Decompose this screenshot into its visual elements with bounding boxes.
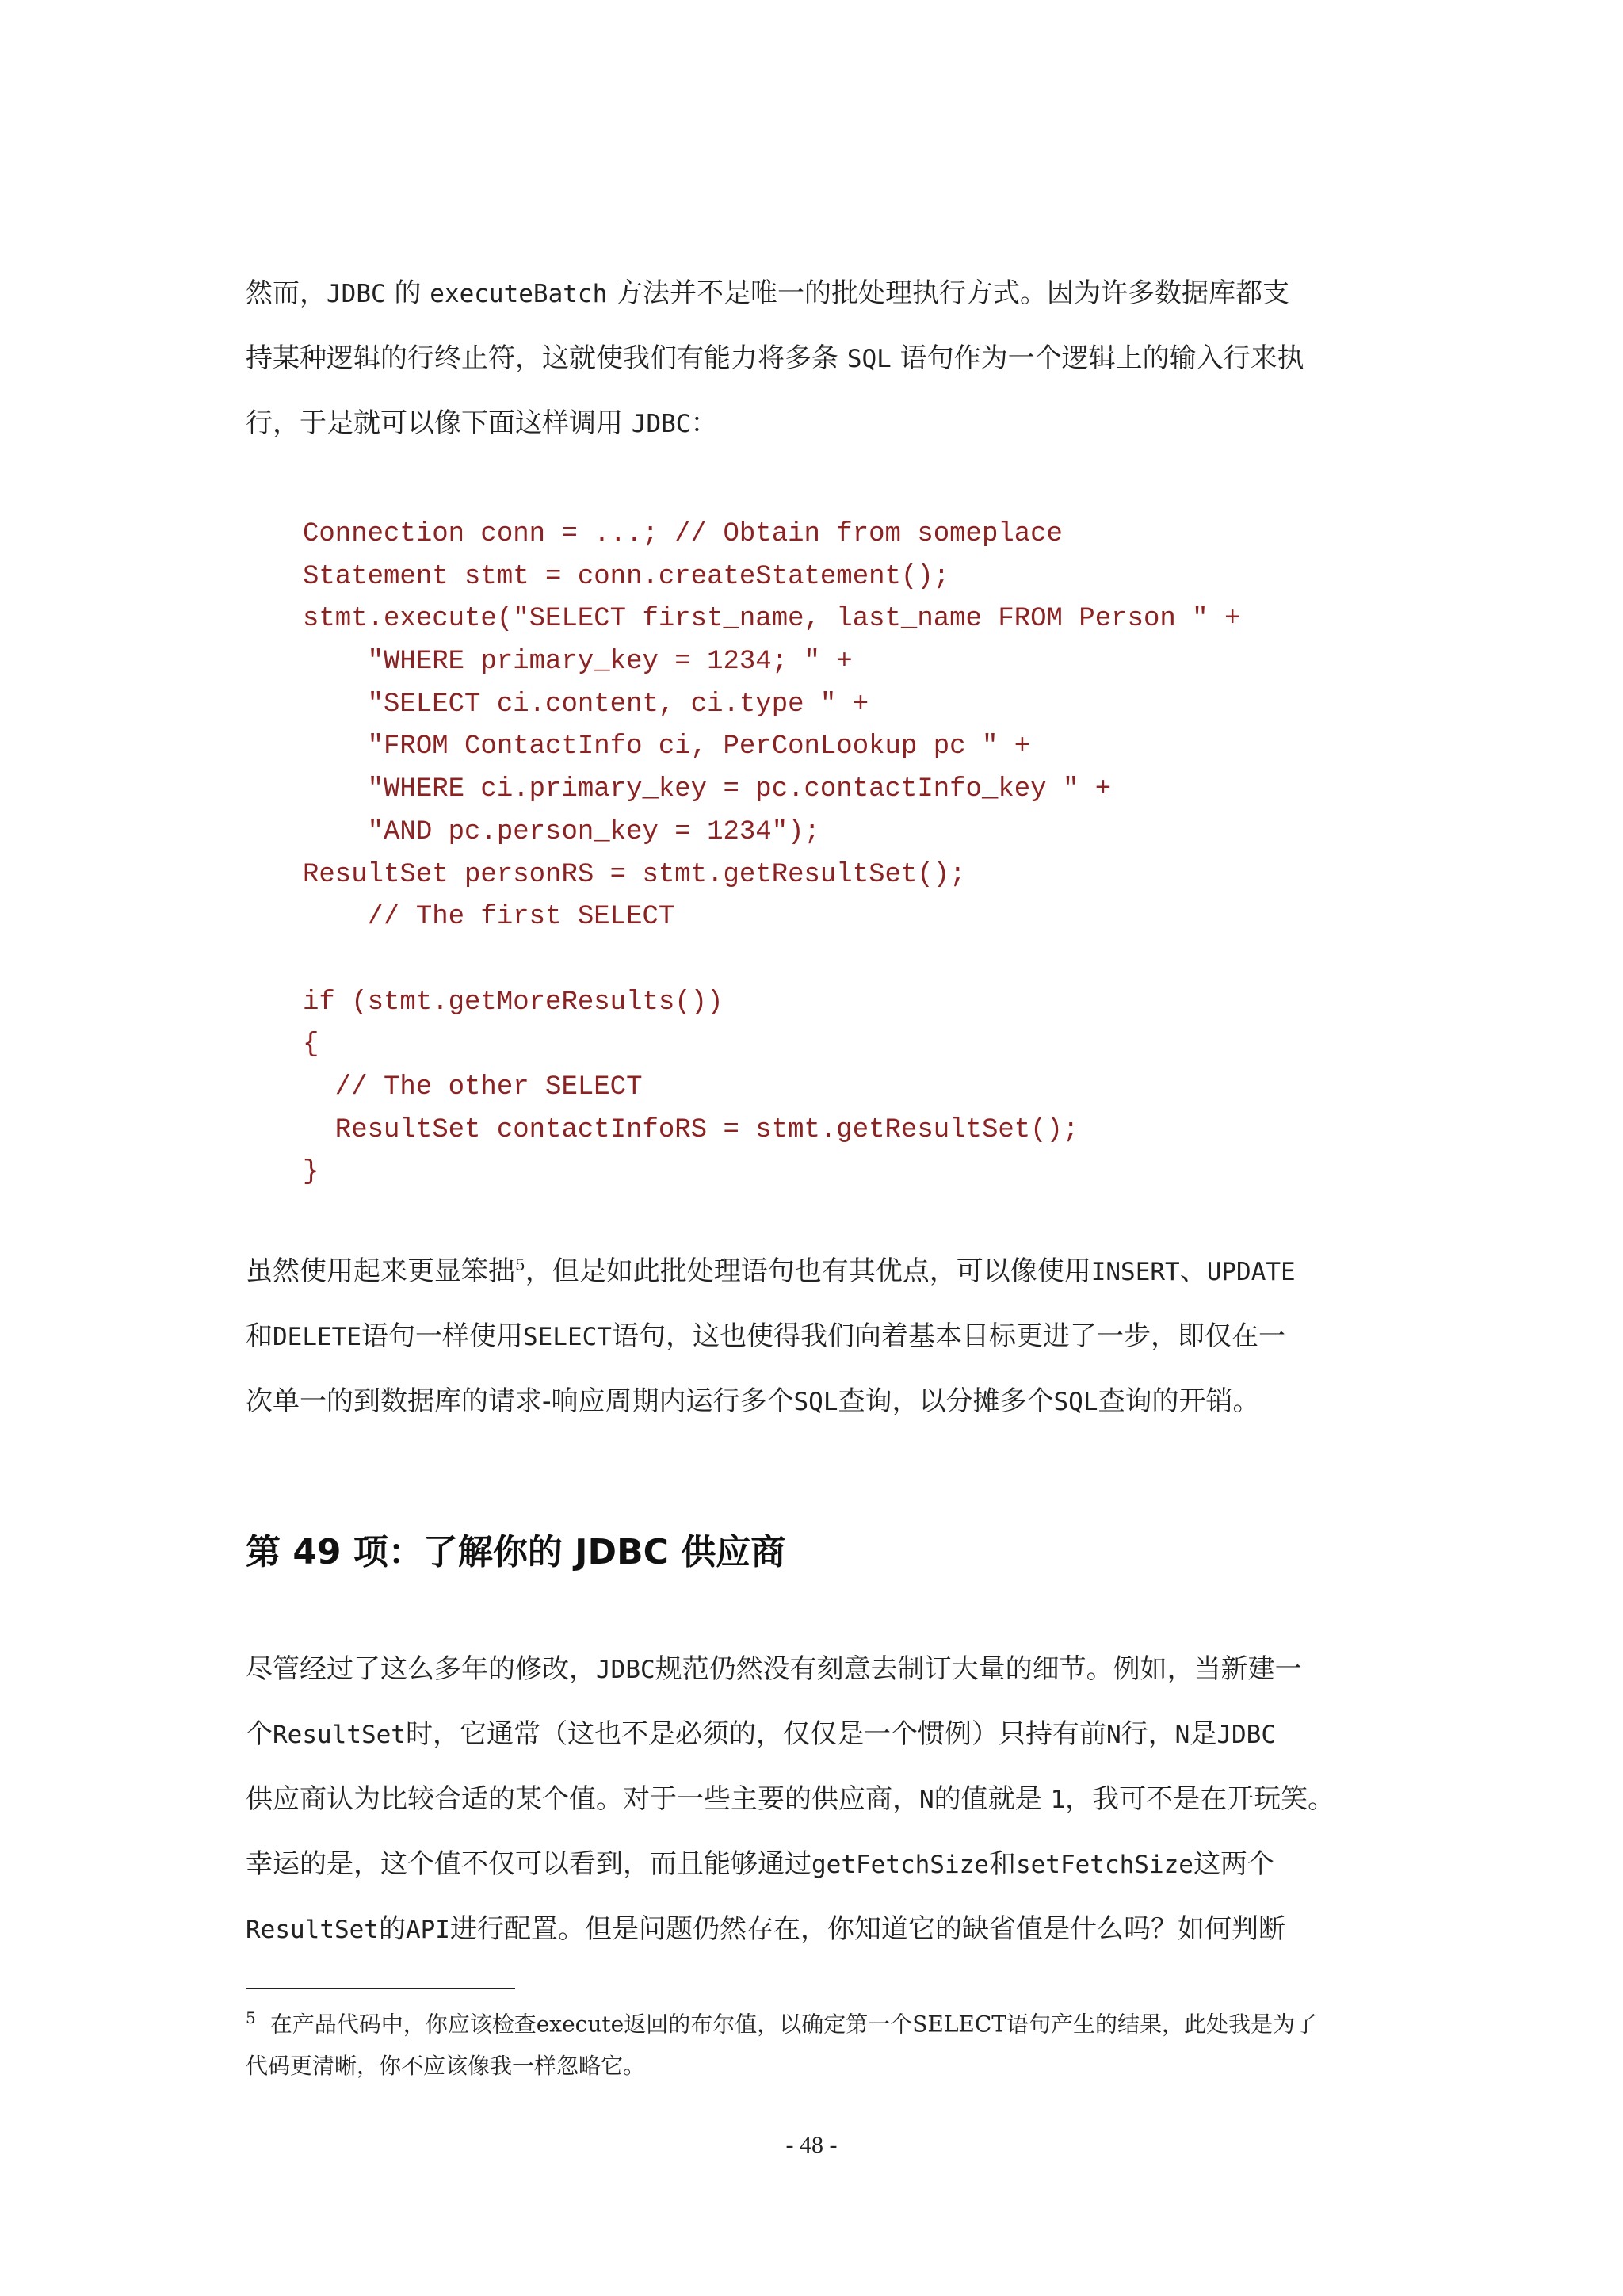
paragraph-line bbox=[246, 1370, 1379, 1435]
paragraph-line bbox=[246, 1240, 1379, 1305]
code-line: "WHERE primary_key = 1234; " + bbox=[303, 647, 853, 678]
text-run: 然而， bbox=[246, 277, 327, 309]
code-line bbox=[303, 939, 1240, 982]
code-line: Statement stmt = conn.createStatement(); bbox=[303, 561, 950, 592]
paragraph-line bbox=[246, 1832, 1379, 1897]
code-line: Connection conn = ...; // Obtain from someplace bbox=[303, 519, 1063, 549]
text-run: 进行配置。但是问题仍然存在，你知道它的缺省值是什么吗？如何判断 bbox=[449, 1913, 1285, 1945]
code-term: N bbox=[1106, 1721, 1121, 1749]
code-term: JDBC bbox=[596, 1656, 655, 1684]
code-line: ResultSet contactInfoRS = stmt.getResultSet(); bbox=[303, 1114, 1079, 1145]
paragraph-line bbox=[246, 392, 1379, 457]
paragraph-line bbox=[246, 262, 1379, 327]
text-run: 方法并不是唯一的批处理执行方式。因为许多数据库都支 bbox=[607, 277, 1290, 309]
paragraph-line bbox=[246, 1897, 1379, 1962]
text-run: 的 bbox=[378, 1913, 406, 1945]
code-line: "WHERE ci.primary_key = pc.contactInfo_key " + bbox=[303, 774, 1112, 805]
code-term: N bbox=[1174, 1721, 1190, 1749]
text-run: 、 bbox=[1179, 1255, 1207, 1287]
code-term: JDBC bbox=[327, 280, 386, 308]
code-term: SQL bbox=[846, 345, 892, 373]
text-run: 行，于是就可以像下面这样调用 bbox=[246, 407, 632, 439]
code-line: "AND pc.person_key = 1234"); bbox=[303, 816, 820, 847]
code-term: API bbox=[405, 1916, 450, 1944]
text-run: ： bbox=[690, 407, 718, 439]
code-term: ResultSet bbox=[246, 1916, 379, 1944]
footnote-reference: 5 bbox=[515, 1255, 525, 1274]
paragraph-line bbox=[246, 1305, 1379, 1370]
text-run: 这两个 bbox=[1193, 1848, 1274, 1880]
code-term: setFetchSize bbox=[1015, 1851, 1193, 1879]
code-term: getFetchSize bbox=[812, 1851, 989, 1879]
text-run: 次单一的到数据库的请求-响应周期内运行多个 bbox=[246, 1385, 794, 1417]
text-run: 幸运的是，这个值不仅可以看到，而且能够通过 bbox=[246, 1848, 812, 1880]
code-line: stmt.execute("SELECT first_name, last_name FROM Person " + bbox=[303, 604, 1241, 635]
page-number: - 48 - bbox=[785, 2132, 838, 2158]
code-line: // The first SELECT bbox=[303, 902, 675, 933]
text-run: ，我可不是在开玩笑。 bbox=[1065, 1783, 1335, 1815]
footnote bbox=[246, 1997, 1379, 2087]
text-run: 供应商认为比较合适的某个值。对于一些主要的供应商， bbox=[246, 1783, 919, 1815]
code-term: UPDATE bbox=[1206, 1258, 1296, 1286]
text-run: 行， bbox=[1121, 1718, 1175, 1750]
text-run: 规范仍然没有刻意去制订大量的细节。例如，当新建一 bbox=[655, 1653, 1302, 1685]
code-line: if (stmt.getMoreResults()) bbox=[303, 987, 724, 1018]
code-term: SQL bbox=[1053, 1388, 1098, 1416]
paragraph-line bbox=[246, 1767, 1379, 1832]
footnote-number: 5 bbox=[246, 2008, 256, 2027]
code-term: JDBC bbox=[1216, 1721, 1276, 1749]
text-run: 和 bbox=[988, 1848, 1016, 1880]
paragraph-line bbox=[246, 1702, 1379, 1767]
text-run: 查询，以分摊多个 bbox=[838, 1385, 1054, 1417]
text-run: 语句一样使用 bbox=[361, 1320, 523, 1352]
footnote-divider bbox=[246, 1988, 515, 1989]
text-run: 尽管经过了这么多年的修改， bbox=[246, 1653, 596, 1685]
footnote-line: 代码更清晰，你不应该像我一样忽略它。 bbox=[246, 2053, 646, 2080]
paragraph-line bbox=[246, 1637, 1379, 1702]
text-run: 是 bbox=[1190, 1718, 1217, 1750]
text-run: 语句作为一个逻辑上的输入行来执 bbox=[891, 342, 1304, 374]
paragraph-jdbc-vendor bbox=[246, 1637, 1379, 1962]
code-line: "SELECT ci.content, ci.type " + bbox=[303, 689, 869, 720]
text-run: 个 bbox=[246, 1718, 273, 1750]
text-run: 的值就是 bbox=[934, 1783, 1051, 1815]
code-term: ResultSet bbox=[273, 1721, 406, 1749]
text-run: 语句，这也使得我们向着基本目标更进了一步，即仅在一 bbox=[611, 1320, 1285, 1352]
code-line: "FROM ContactInfo ci, PerConLookup pc " + bbox=[303, 732, 1031, 762]
paragraph-intro bbox=[246, 262, 1379, 457]
code-term: INSERT bbox=[1090, 1258, 1180, 1286]
code-term: SQL bbox=[793, 1388, 838, 1416]
text-run: ，但是如此批处理语句也有其优点，可以像使用 bbox=[525, 1255, 1091, 1287]
code-term: executeBatch bbox=[430, 280, 608, 308]
footnote-line bbox=[246, 1997, 1379, 2045]
text-run: 和 bbox=[246, 1320, 273, 1352]
code-line: // The other SELECT bbox=[303, 1072, 643, 1102]
code-line: } bbox=[303, 1157, 319, 1188]
code-line: { bbox=[303, 1030, 319, 1060]
code-term: 1 bbox=[1050, 1786, 1066, 1814]
section-heading: 第 49 项：了解你的 JDBC 供应商 bbox=[246, 1532, 786, 1572]
text-run: 持某种逻辑的行终止符，这就使我们有能力将多条 bbox=[246, 342, 847, 374]
code-listing bbox=[303, 514, 1240, 1194]
text-run: 查询的开销。 bbox=[1098, 1385, 1260, 1417]
code-term: DELETE bbox=[273, 1323, 361, 1351]
code-term: N bbox=[919, 1786, 934, 1814]
footnote-text: 在产品代码中，你应该检查execute返回的布尔值，以确定第一个SELECT语句产生的结果，此处我是为了 bbox=[269, 2011, 1317, 2038]
text-run: 的 bbox=[385, 277, 430, 309]
paragraph-batch-advantages bbox=[246, 1240, 1379, 1435]
text-run: 时，它通常（这也不是必须的，仅仅是一个惯例）只持有前 bbox=[405, 1718, 1106, 1750]
paragraph-line bbox=[246, 327, 1379, 392]
code-term: SELECT bbox=[522, 1323, 612, 1351]
code-line: ResultSet personRS = stmt.getResultSet(); bbox=[303, 859, 966, 890]
code-term: JDBC bbox=[631, 410, 691, 438]
text-run: 虽然使用起来更显笨拙 bbox=[246, 1255, 515, 1287]
